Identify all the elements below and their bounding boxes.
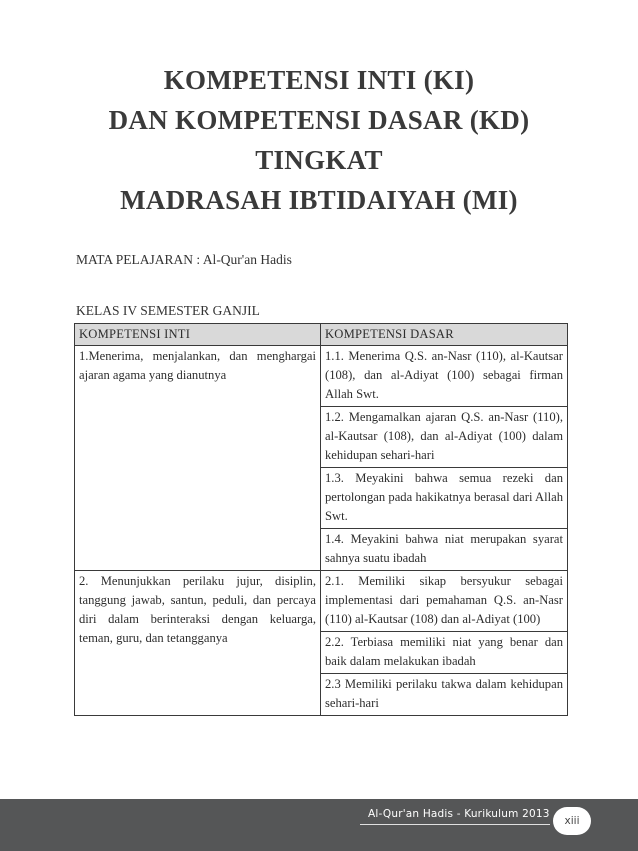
ki-cell-2: 2. Menunjukkan perilaku jujur, disiplin, tanggung jawab, santun, peduli, dan percaya diri dalam berinteraksi dengan keluarga, teman, guru, dan tetangganya [75, 571, 321, 716]
subject-label: MATA PELAJARAN : Al-Qur'an Hadis [76, 252, 292, 267]
title-line-3: TINGKAT [255, 145, 383, 175]
table-row [75, 346, 568, 407]
title-line-1: KOMPETENSI INTI (KI) [163, 65, 475, 95]
table-row [75, 571, 568, 632]
kd-cell-1-3: 1.3. Meyakini bahwa semua rezeki dan pertolongan pada hakikatnya berasal dari Allah Swt. [321, 468, 568, 529]
table-header-row [75, 324, 568, 346]
title-line-4: MADRASAH IBTIDAIYAH (MI) [120, 185, 518, 215]
header-kompetensi-inti: KOMPETENSI INTI [75, 324, 321, 346]
page-title [0, 60, 638, 220]
footer-book-title: Al-Qur'an Hadis - Kurikulum 2013 [368, 808, 550, 820]
kd-cell-1-4: 1.4. Meyakini bahwa niat merupakan syarat sahnya suatu ibadah [321, 529, 568, 571]
page-number: xiii [553, 807, 591, 835]
ki-cell-1: 1.Menerima, menjalankan, dan menghargai ajaran agama yang dianutnya [75, 346, 321, 571]
kd-cell-1-1: 1.1. Menerima Q.S. an-Nasr (110), al-Kautsar (108), dan al-Adiyat (100) sebagai firman Allah Swt. [321, 346, 568, 407]
ki-kd-table [74, 323, 568, 716]
kd-cell-1-2: 1.2. Mengamalkan ajaran Q.S. an-Nasr (110), al-Kautsar (108), dan al-Adiyat (100) dalam kehidupan sehari-hari [321, 407, 568, 468]
footer-divider [360, 824, 550, 825]
kd-cell-2-2: 2.2. Terbiasa memiliki niat yang benar dan baik dalam melakukan ibadah [321, 632, 568, 674]
title-line-2: DAN KOMPETENSI DASAR (KD) [108, 105, 530, 135]
kd-cell-2-1: 2.1. Memiliki sikap bersyukur sebagai implementasi dari pemahaman Q.S. an-Nasr (110) al-Kautsar (108) dan al-Adiyat (100) [321, 571, 568, 632]
header-kompetensi-dasar: KOMPETENSI DASAR [321, 324, 568, 346]
kd-cell-2-3: 2.3 Memiliki perilaku takwa dalam kehidupan sehari-hari [321, 674, 568, 716]
footer-bar [0, 799, 638, 851]
class-semester-label: KELAS IV SEMESTER GANJIL [76, 303, 260, 318]
